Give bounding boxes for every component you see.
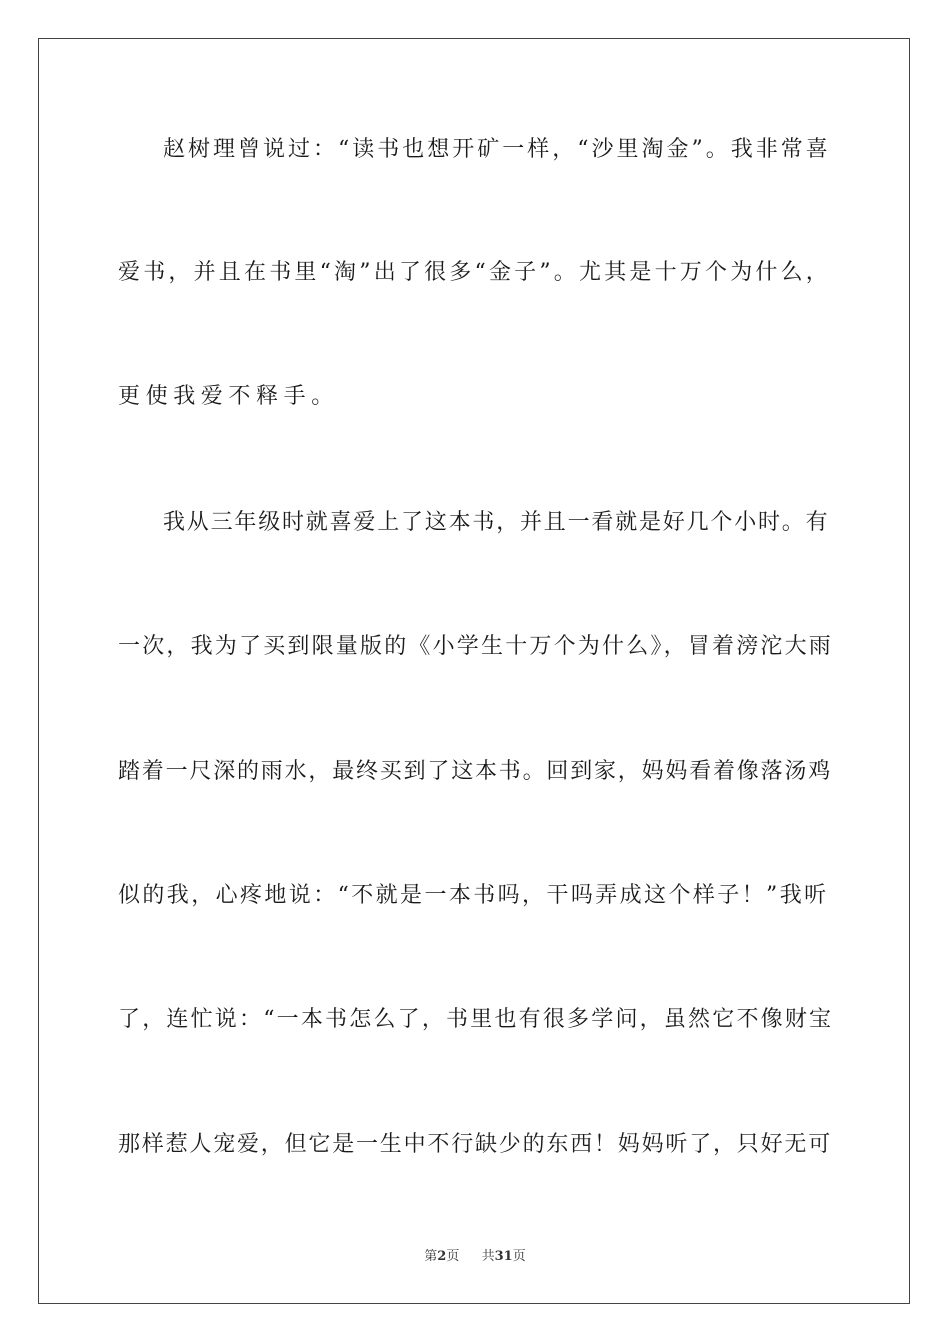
paragraph-2-line-2: 一次，我为了买到限量版的《小学生十万个为什么》，冒着滂沱大雨: [118, 634, 834, 659]
total-label-prefix: 共: [481, 1249, 495, 1264]
paragraph-2-line-5: 了，连忙说：“一本书怎么了，书里也有很多学问，虽然它不像财宝: [118, 1007, 834, 1032]
total-page-count: 31: [494, 1249, 513, 1264]
page-label-suffix: 页: [446, 1249, 460, 1264]
page-border: [38, 38, 910, 1304]
paragraph-1-line-3: 更使我爱不释手。: [118, 384, 339, 409]
paragraph-2-line-4: 似的我，心疼地说：“不就是一本书吗，干吗弄成这个样子！”我听: [118, 883, 829, 908]
page-footer: [0, 1248, 950, 1266]
paragraph-1-line-1: 赵树理曾说过：“读书也想开矿一样，“沙里淘金”。我非常喜: [163, 137, 831, 162]
paragraph-2-line-3: 踏着一尺深的雨水，最终买到了这本书。回到家，妈妈看着像落汤鸡: [118, 759, 833, 784]
current-page-number: 2: [437, 1249, 447, 1264]
paragraph-1-line-2: 爱书，并且在书里“淘”出了很多“金子”。尤其是十万个为什么，: [118, 260, 831, 285]
paragraph-2-line-6: 那样惹人宠爱，但它是一生中不行缺少的东西！妈妈听了，只好无可: [118, 1132, 833, 1157]
paragraph-2-line-1: 我从三年级时就喜爱上了这本书，并且一看就是好几个小时。有: [163, 510, 830, 535]
page-label-prefix: 第: [424, 1249, 438, 1264]
total-label-suffix: 页: [512, 1249, 526, 1264]
